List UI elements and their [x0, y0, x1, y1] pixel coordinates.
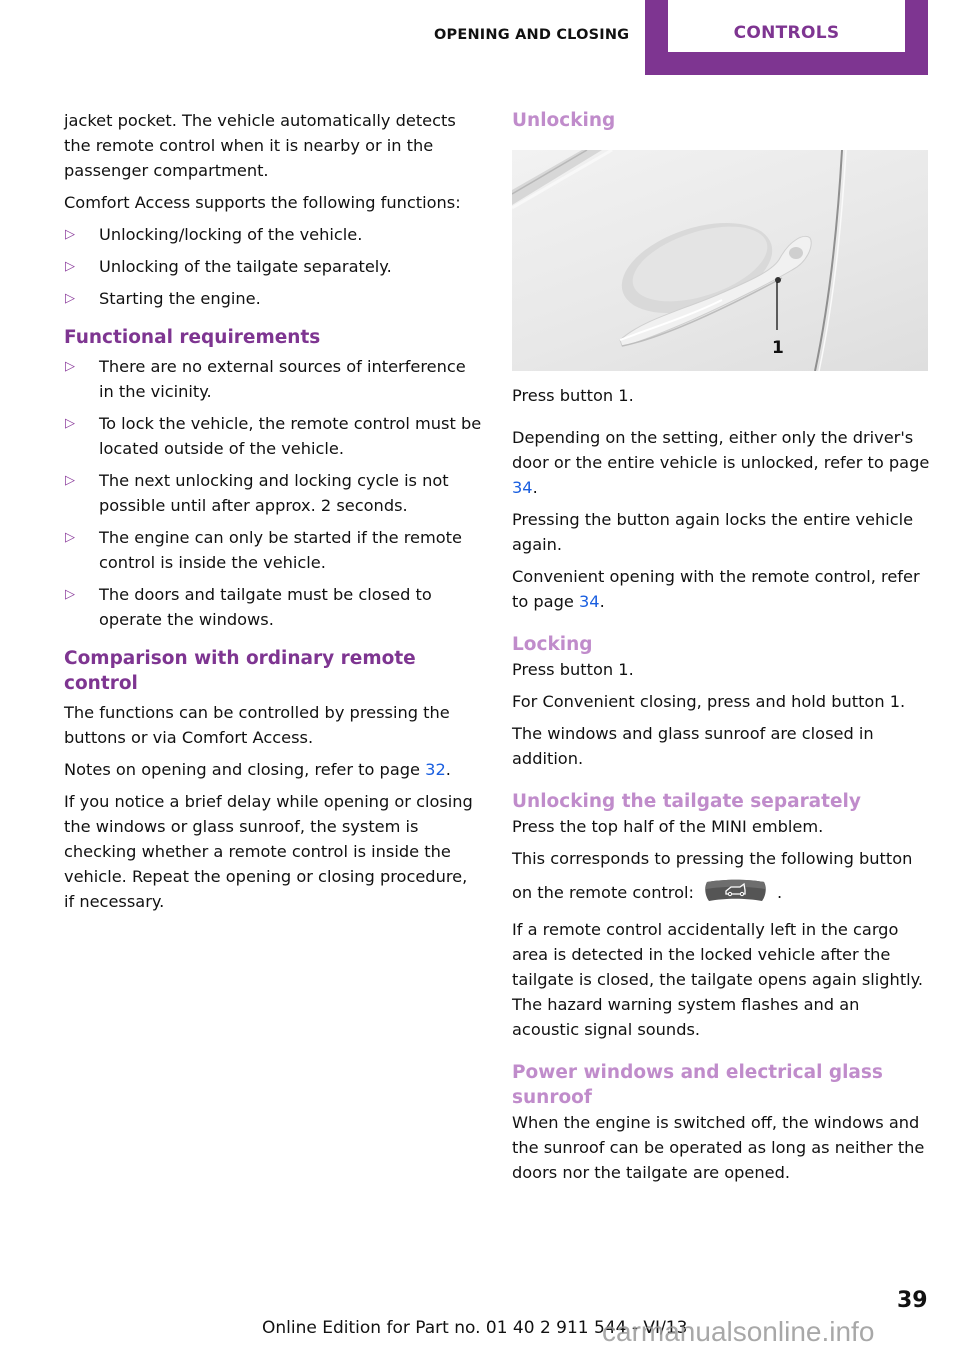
list-item: ▷ There are no external sources of interference in the vicinity.: [64, 354, 482, 404]
heading-comparison: Comparison with ordinary remote control: [64, 648, 416, 694]
locking-p3: The windows and glass sunroof are closed in addition.: [512, 724, 874, 768]
notes-paragraph: Notes on opening and closing, refer to page 32.: [64, 760, 451, 779]
watermark: carmanualsonline.info: [602, 1316, 875, 1347]
list-item: ▷ Starting the engine.: [64, 286, 482, 311]
left-column: [64, 108, 482, 921]
requirements-list: [64, 354, 482, 632]
functions-list: [64, 222, 482, 311]
page-link-34[interactable]: 34: [512, 478, 533, 497]
figure-callout-1: 1: [772, 338, 784, 358]
list-item: ▷ The engine can only be started if the remote control is inside the vehicle.: [64, 525, 482, 575]
edition-footer: Online Edition for Part no. 01 40 2 911 544 - VI/13: [262, 1318, 688, 1338]
unlocking-p3: Pressing the button again locks the entire vehicle again.: [512, 510, 914, 554]
unlocking-p2: Depending on the setting, either only the driver's door or the entire vehicle is unlocked, refer to page 34.: [512, 428, 930, 497]
comparison-paragraph: The functions can be controlled by pressing the buttons or via Comfort Access.: [64, 703, 450, 747]
power-windows-p1: When the engine is switched off, the windows and the sunroof can be operated as long as neither the doors nor the tailgate are opened.: [512, 1113, 925, 1182]
locking-p2: For Convenient closing, press and hold button 1.: [512, 692, 906, 711]
list-item: ▷ To lock the vehicle, the remote control must be located outside of the vehicle.: [64, 411, 482, 461]
bullet-triangle-icon: ▷: [65, 530, 75, 545]
chapter-tab-label: CONTROLS: [733, 23, 840, 43]
bullet-triangle-icon: ▷: [65, 416, 75, 431]
tailgate-p1: Press the top half of the MINI emblem.: [512, 817, 824, 836]
functions-intro: Comfort Access supports the following functions:: [64, 193, 461, 212]
bullet-triangle-icon: ▷: [65, 473, 75, 488]
locking-p1: Press button 1.: [512, 660, 634, 679]
bullet-triangle-icon: ▷: [65, 587, 75, 602]
delay-paragraph: If you notice a brief delay while opening or closing the windows or glass sunroof, the system is checking whether a remote control is inside the vehicle. Repeat the opening or closing procedure, if necessary.: [64, 792, 473, 911]
page-link-34[interactable]: 34: [578, 592, 600, 611]
door-handle-figure: [512, 150, 928, 371]
section-title: OPENING AND CLOSING: [434, 27, 630, 43]
list-item: ▷ Unlocking of the tailgate separately.: [64, 254, 482, 279]
unlocking-p1: Press button 1.: [512, 386, 634, 405]
tailgate-button-icon: [704, 879, 767, 903]
tailgate-p3: If a remote control accidentally left in the cargo area is detected in the locked vehicle after the tailgate is closed, the tailgate opens again slightly. The hazard warning system flashes and an acoustic signal sounds.: [512, 920, 924, 1039]
bullet-triangle-icon: ▷: [65, 291, 75, 306]
page-link-32[interactable]: 32: [425, 760, 446, 779]
chapter-tab[interactable]: [645, 0, 928, 75]
heading-functional-requirements: Functional requirements: [64, 327, 321, 348]
list-item: ▷ Unlocking/locking of the vehicle.: [64, 222, 482, 247]
heading-locking: Locking: [512, 634, 593, 655]
right-column: [512, 108, 930, 1192]
list-item: ▷ The next unlocking and locking cycle is not possible until after approx. 2 seconds.: [64, 468, 482, 518]
chapter-tab-inner: [668, 0, 905, 52]
door-handle-illustration: [512, 150, 928, 371]
unlocking-p4: Convenient opening with the remote control, refer to page 34.: [512, 567, 920, 611]
intro-paragraph: jacket pocket. The vehicle automatically detects the remote control when it is nearby or in the passenger compartment.: [64, 111, 456, 180]
bullet-triangle-icon: ▷: [65, 359, 75, 374]
list-item: ▷ The doors and tailgate must be closed to operate the windows.: [64, 582, 482, 632]
tailgate-p2: This corresponds to pressing the following button on the remote control: .: [512, 849, 913, 902]
heading-tailgate: Unlocking the tailgate separately: [512, 791, 861, 812]
page-number: 39: [897, 1288, 928, 1313]
bullet-triangle-icon: ▷: [65, 227, 75, 242]
heading-unlocking: Unlocking: [512, 110, 616, 131]
heading-power-windows: Power windows and electrical glass sunroof: [512, 1062, 883, 1108]
bullet-triangle-icon: ▷: [65, 259, 75, 274]
